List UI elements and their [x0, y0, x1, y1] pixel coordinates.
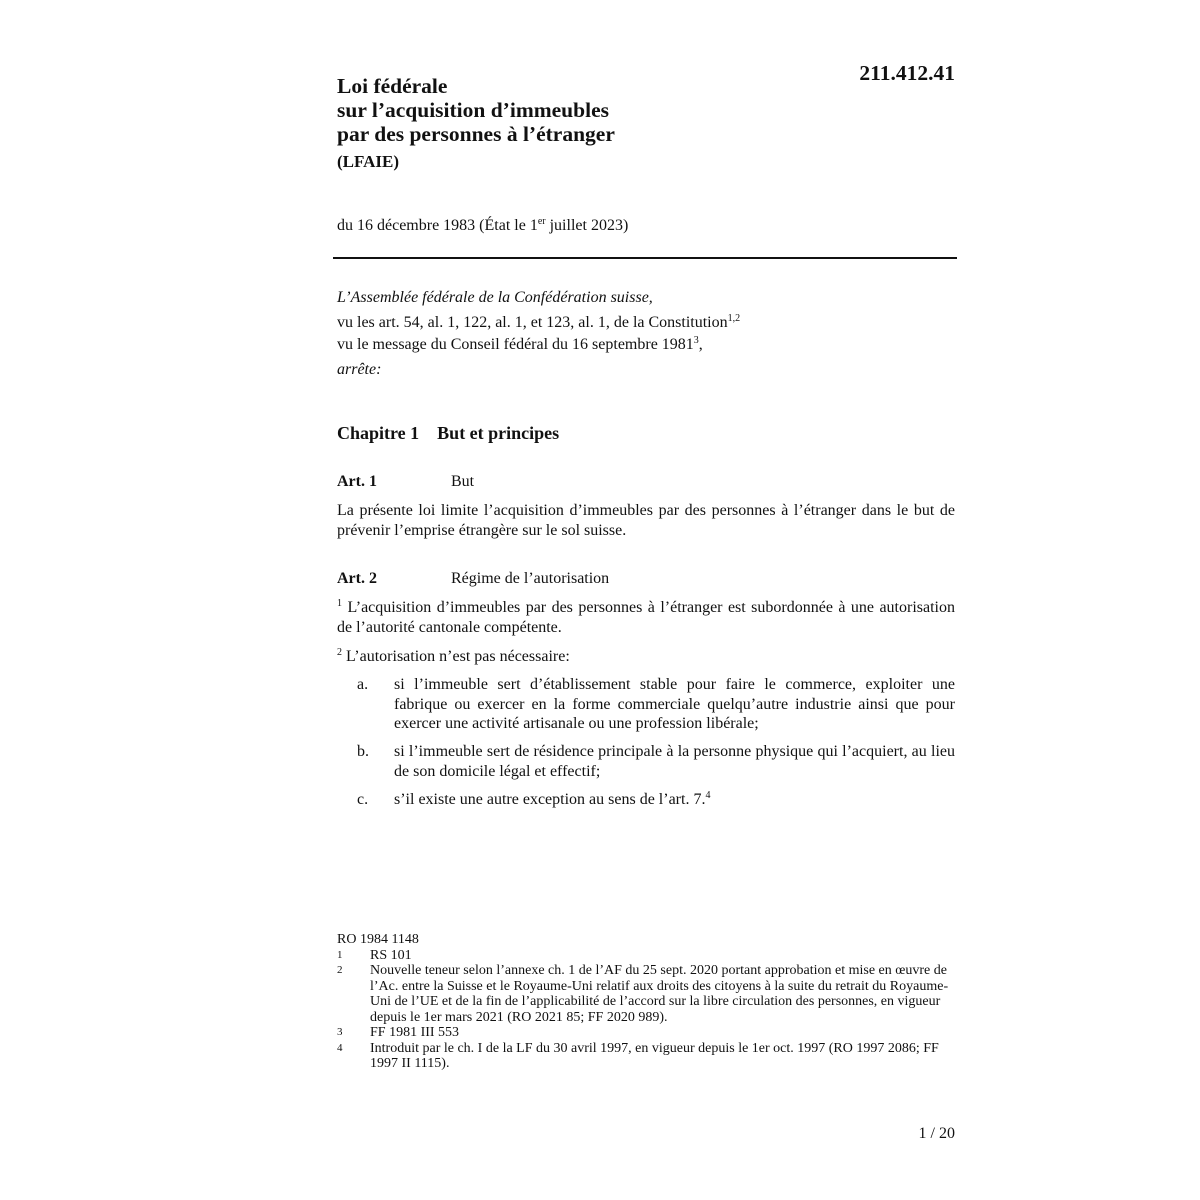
footnote-ref[interactable]: 1,2 — [727, 313, 741, 324]
footnote-text: Nouvelle teneur selon l’annexe ch. 1 de l’AF du 25 sept. 2020 portant approbation et mise en œuvre de l’Ac. entre la Suisse et le Royaume-Uni relatif aux droits des citoyens à la suite du retrait du Royaume-Uni de l’UE et de la fin de l’applicabilité de l’accord sur la libre circulation des personnes, en vigueur depuis le 1er mars 2021 (RO 2021 85; FF 2020 989). — [370, 963, 949, 1025]
article-2-paragraph-2 — [337, 647, 955, 667]
sr-number: 211.412.41 — [859, 61, 955, 85]
chapter-title: But et principes — [437, 423, 560, 443]
article-title: But — [451, 473, 475, 490]
paragraph-number: 1 — [337, 598, 342, 609]
article-2-heading — [337, 570, 609, 588]
divider — [333, 257, 957, 259]
date-text: du 16 décembre 1983 (État le 1 — [337, 217, 538, 234]
footnote-number: 3 — [337, 1026, 343, 1038]
preamble-constitution — [337, 313, 957, 333]
footnote-ref[interactable]: 3 — [693, 335, 699, 346]
article-2-paragraph-1 — [337, 598, 955, 638]
date-text-end: juillet 2023) — [545, 217, 629, 234]
list-item — [357, 742, 955, 781]
paragraph-text: L’autorisation n’est pas nécessaire: — [342, 648, 570, 665]
paragraph-number: 2 — [337, 647, 342, 658]
document-date — [337, 217, 628, 235]
punct: , — [698, 336, 703, 353]
footnote — [337, 963, 957, 1025]
document-title — [337, 74, 615, 146]
footnote-number: 4 — [337, 1041, 343, 1054]
title-line: par des personnes à l’étranger — [337, 122, 615, 146]
list-letter: c. — [357, 791, 369, 808]
list-item — [357, 675, 955, 734]
list-item — [357, 790, 955, 810]
chapter-heading — [337, 423, 559, 444]
footnotes — [337, 932, 957, 1072]
list-text: si l’immeuble sert de résidence principale à la personne physique qui l’acquiert, au lieu de son domicile légal et effectif; — [394, 743, 955, 780]
footnote-number: 2 — [337, 964, 343, 976]
list-letter: b. — [357, 743, 369, 760]
ro-reference: RO 1984 1148 — [337, 932, 419, 947]
footnote-text: Introduit par le ch. I de la LF du 30 avril 1997, en vigueur depuis le 1er oct. 1997 (RO 1997 2086; FF 1997 II 1115). — [370, 1040, 939, 1071]
preamble-assembly: L’Assemblée fédérale de la Confédération suisse, — [337, 289, 653, 306]
title-line: sur l’acquisition d’immeubles — [337, 98, 609, 122]
preamble-message — [337, 335, 957, 355]
article-number: Art. 2 — [337, 570, 377, 587]
article-1-text: La présente loi limite l’acquisition d’immeubles par des personnes à l’étranger dans le but de prévenir l’emprise étrangère sur le sol suisse. — [337, 502, 955, 539]
footnote-text: RS 101 — [370, 947, 412, 963]
footnote — [337, 1041, 957, 1072]
footnote-text: FF 1981 III 553 — [370, 1025, 460, 1040]
article-number: Art. 1 — [337, 473, 377, 490]
title-line: Loi fédérale — [337, 74, 448, 98]
preamble-decree: arrête: — [337, 361, 382, 378]
footnote-number: 1 — [337, 948, 343, 961]
list-text: si l’immeuble sert d’établissement stable pour faire le commerce, exploiter une fabrique ou exercer en la forme commerciale quelqu’autre industrie ainsi que pour exercer une activité artisanale ou une profession libérale; — [394, 676, 955, 732]
footnote — [337, 948, 957, 964]
footnote — [337, 1025, 957, 1041]
list-text: s’il existe une autre exception au sens de l’art. 7. — [394, 791, 706, 808]
article-title: Régime de l’autorisation — [451, 570, 610, 587]
paragraph-text: L’acquisition d’immeubles par des personnes à l’étranger est subordonnée à une autorisation de l’autorité cantonale compétente. — [337, 599, 955, 636]
date-sup: er — [537, 216, 546, 227]
preamble-line: vu le message du Conseil fédéral du 16 septembre 1981 — [337, 336, 694, 353]
preamble-line: vu les art. 54, al. 1, 122, al. 1, et 123, al. 1, de la Constitution — [337, 314, 728, 331]
abbreviation: (LFAIE) — [337, 152, 400, 171]
footnote-ref[interactable]: 4 — [705, 790, 711, 801]
page-indicator: 1 / 20 — [918, 1125, 955, 1142]
article-1-heading — [337, 473, 474, 491]
chapter-number: Chapitre 1 — [337, 423, 420, 443]
list-letter: a. — [357, 676, 369, 693]
